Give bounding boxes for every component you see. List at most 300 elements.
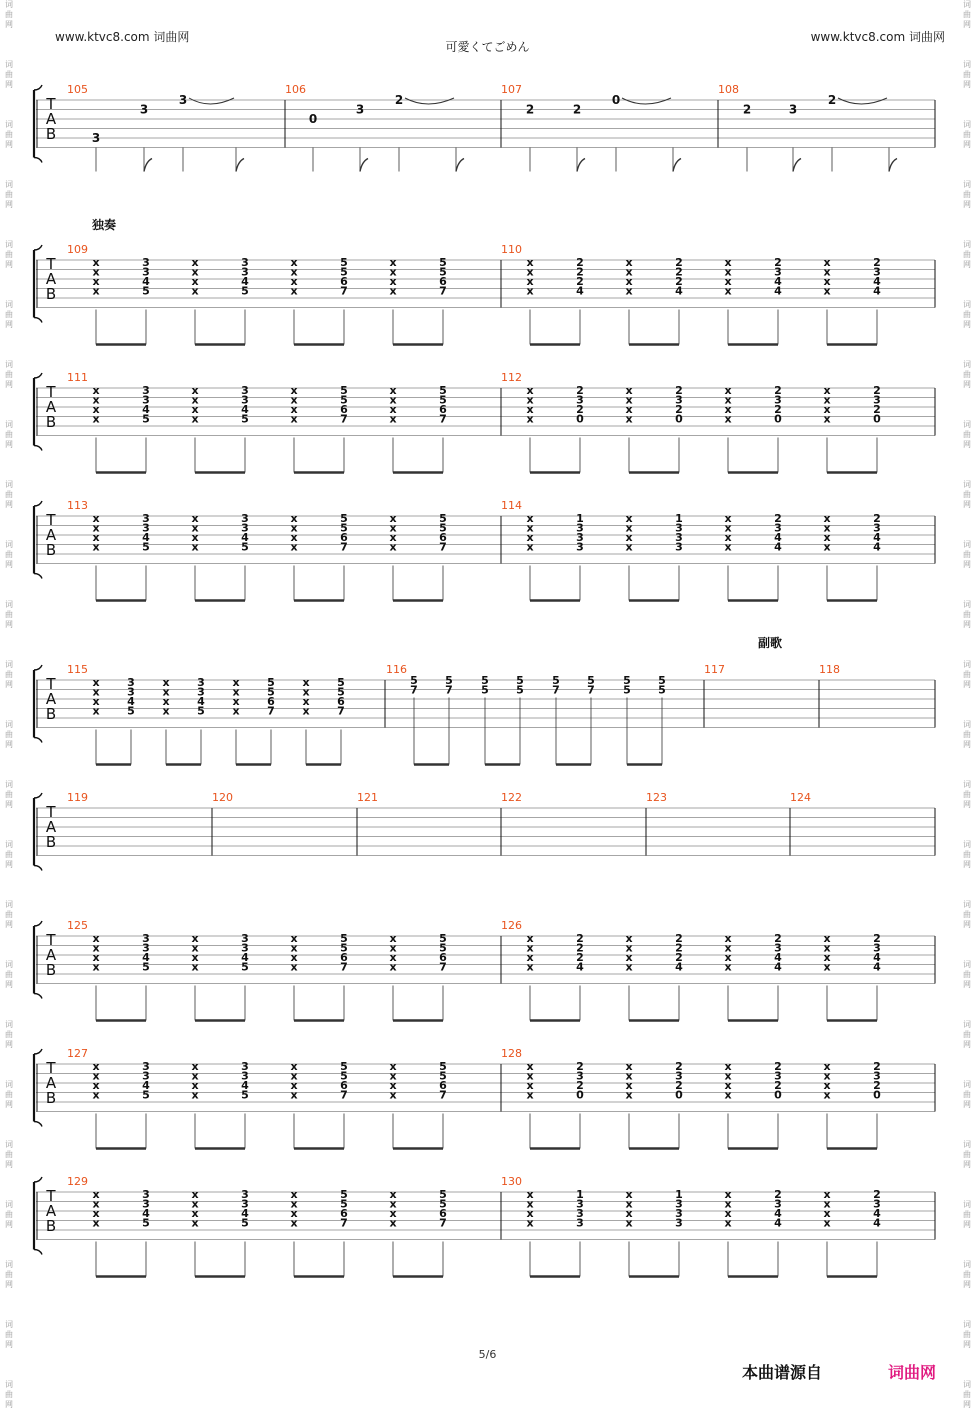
fret-number: 3 — [241, 256, 249, 269]
fret-number: 2 — [873, 1079, 881, 1092]
muted-note: x — [191, 512, 199, 525]
muted-note: x — [389, 1216, 397, 1230]
fret-number: 5 — [127, 704, 135, 718]
header-site-left: www.ktvc8.com 词曲网 — [55, 30, 190, 44]
tab-clef-letter: T — [46, 675, 56, 693]
muted-note: x — [724, 393, 732, 407]
muted-note: x — [92, 275, 100, 288]
muted-note: x — [92, 412, 100, 426]
fret-number: 2 — [525, 102, 535, 117]
muted-note: x — [724, 1069, 732, 1083]
fret-number: 3 — [675, 1207, 683, 1220]
muted-note: x — [92, 960, 100, 974]
side-watermark: 词 曲 网 — [5, 120, 13, 149]
fret-number: 2 — [675, 941, 683, 955]
fret-number: 4 — [873, 960, 881, 974]
fret-number: 3 — [142, 256, 150, 269]
fret-number: 4 — [774, 960, 782, 974]
muted-note: x — [625, 265, 633, 279]
fret-number: 5 — [481, 683, 489, 697]
muted-note: x — [92, 284, 100, 298]
side-watermark: 词 曲 网 — [963, 1020, 971, 1049]
side-watermark: 词 曲 网 — [5, 720, 13, 749]
fret-number: 3 — [142, 1060, 150, 1073]
measure-number: 119 — [67, 791, 88, 804]
footer-logo: 词曲网 — [888, 1363, 937, 1382]
side-watermark: 词 曲 网 — [963, 480, 971, 509]
muted-note: x — [92, 1216, 100, 1230]
muted-note: x — [92, 512, 100, 525]
muted-note: x — [526, 1088, 534, 1102]
fret-number: 4 — [873, 540, 881, 554]
muted-note: x — [302, 704, 310, 718]
fret-number: 5 — [481, 674, 489, 687]
fret-number: 5 — [439, 393, 447, 407]
muted-note: x — [823, 1207, 831, 1220]
fret-number: 7 — [552, 683, 560, 697]
measure-number: 117 — [704, 663, 725, 676]
fret-number: 2 — [873, 403, 881, 416]
tie-arc — [189, 98, 234, 104]
fret-number: 3 — [197, 685, 205, 699]
system-bracket-curl — [34, 1177, 42, 1255]
measure-number: 107 — [501, 83, 522, 96]
muted-note: x — [625, 1079, 633, 1092]
muted-note: x — [724, 256, 732, 269]
side-watermark: 词 曲 网 — [963, 1200, 971, 1229]
fret-number: 7 — [340, 1216, 348, 1230]
side-watermark: 词 曲 网 — [963, 960, 971, 989]
fret-number: 5 — [410, 674, 418, 687]
fret-number: 3 — [873, 1197, 881, 1211]
measure-number: 120 — [212, 791, 233, 804]
fret-number: 6 — [439, 403, 447, 416]
muted-note: x — [625, 1216, 633, 1230]
fret-number: 3 — [142, 932, 150, 945]
muted-note: x — [625, 521, 633, 535]
fret-number: 5 — [142, 284, 150, 298]
fret-number: 1 — [576, 1188, 584, 1201]
measure-number: 108 — [718, 83, 739, 96]
muted-note: x — [191, 275, 199, 288]
fret-number: 2 — [394, 93, 404, 107]
fret-number: 2 — [675, 1060, 683, 1073]
fret-number: 5 — [439, 1060, 447, 1073]
muted-note: x — [191, 951, 199, 964]
fret-number: 2 — [576, 275, 584, 288]
side-watermark: 词 曲 网 — [5, 300, 13, 329]
muted-note: x — [823, 1088, 831, 1102]
muted-note: x — [389, 932, 397, 945]
fret-number: 5 — [340, 1197, 348, 1211]
fret-number: 4 — [241, 403, 249, 416]
muted-note: x — [290, 1069, 298, 1083]
fret-number: 4 — [774, 284, 782, 298]
side-watermark: 词 曲 网 — [5, 960, 13, 989]
side-watermark: 词 曲 网 — [5, 900, 13, 929]
muted-note: x — [92, 685, 100, 699]
tab-staff — [34, 921, 935, 999]
fret-number: 3 — [142, 393, 150, 407]
muted-note: x — [526, 932, 534, 945]
measure-number: 113 — [67, 499, 88, 512]
side-watermark: 词 曲 网 — [5, 840, 13, 869]
fret-number: 6 — [439, 531, 447, 544]
muted-note: x — [625, 275, 633, 288]
measure-number: 123 — [646, 791, 667, 804]
fret-number: 3 — [241, 265, 249, 279]
fret-number: 4 — [774, 951, 782, 964]
fret-number: 2 — [576, 265, 584, 279]
muted-note: x — [823, 384, 831, 397]
side-watermark: 词 曲 网 — [5, 480, 13, 509]
fret-number: 5 — [439, 521, 447, 535]
fret-number: 5 — [241, 540, 249, 554]
muted-note: x — [191, 932, 199, 945]
muted-note: x — [162, 676, 170, 689]
tab-staff — [34, 1049, 935, 1127]
fret-number: 5 — [439, 1197, 447, 1211]
tab-clef-letter: T — [46, 1187, 56, 1205]
muted-note: x — [389, 951, 397, 964]
fret-number: 5 — [142, 412, 150, 426]
fret-number: 2 — [675, 384, 683, 397]
tab-clef-letter: T — [46, 803, 56, 821]
muted-note: x — [625, 284, 633, 298]
muted-note: x — [290, 1216, 298, 1230]
tab-staff — [34, 793, 935, 871]
fret-number: 4 — [142, 531, 150, 544]
fret-number: 2 — [873, 256, 881, 269]
muted-note: x — [290, 512, 298, 525]
muted-note: x — [526, 941, 534, 955]
muted-note: x — [290, 1207, 298, 1220]
muted-note: x — [290, 1088, 298, 1102]
fret-number: 2 — [675, 275, 683, 288]
muted-note: x — [625, 412, 633, 426]
tab-clef-letter: A — [45, 398, 57, 416]
fret-number: 5 — [340, 1060, 348, 1073]
muted-note: x — [625, 531, 633, 544]
fret-number: 3 — [91, 131, 101, 145]
fret-number: 5 — [142, 540, 150, 554]
fret-number: 5 — [241, 960, 249, 974]
fret-number: 3 — [774, 265, 782, 279]
muted-note: x — [823, 941, 831, 955]
tab-clef-letter: B — [45, 833, 57, 851]
muted-note: x — [823, 1069, 831, 1083]
header-site-right: www.ktvc8.com 词曲网 — [810, 30, 945, 44]
system-bracket-curl — [34, 85, 42, 163]
muted-note: x — [526, 1069, 534, 1083]
fret-number: 2 — [873, 384, 881, 397]
fret-number: 2 — [774, 403, 782, 416]
muted-note: x — [823, 393, 831, 407]
fret-number: 5 — [340, 521, 348, 535]
muted-note: x — [92, 531, 100, 544]
measure-number: 112 — [501, 371, 522, 384]
muted-note: x — [823, 540, 831, 554]
muted-note: x — [625, 1060, 633, 1073]
fret-number: 5 — [340, 512, 348, 525]
fret-number: 5 — [658, 674, 666, 687]
fret-number: 3 — [142, 521, 150, 535]
side-watermark: 词 曲 网 — [963, 600, 971, 629]
muted-note: x — [191, 284, 199, 298]
fret-number: 5 — [337, 676, 345, 689]
side-watermark: 词 曲 网 — [5, 0, 13, 29]
side-watermark: 词 曲 网 — [5, 1260, 13, 1289]
fret-number: 3 — [241, 1197, 249, 1211]
muted-note: x — [724, 1060, 732, 1073]
muted-note: x — [625, 403, 633, 416]
fret-number: 6 — [340, 531, 348, 544]
fret-number: 3 — [576, 1207, 584, 1220]
muted-note: x — [92, 941, 100, 955]
muted-note: x — [724, 265, 732, 279]
fret-number: 7 — [439, 960, 447, 974]
muted-note: x — [92, 403, 100, 416]
tab-clef-letter: T — [46, 1059, 56, 1077]
muted-note: x — [823, 1060, 831, 1073]
fret-number: 2 — [576, 1079, 584, 1092]
fret-number: 2 — [576, 951, 584, 964]
muted-note: x — [232, 685, 240, 699]
muted-note: x — [191, 531, 199, 544]
fret-number: 3 — [241, 521, 249, 535]
tab-clef-letter: T — [46, 255, 56, 273]
fret-number: 2 — [576, 1060, 584, 1073]
muted-note: x — [290, 1197, 298, 1211]
muted-note: x — [191, 256, 199, 269]
muted-note: x — [823, 265, 831, 279]
measure-number: 115 — [67, 663, 88, 676]
muted-note: x — [92, 265, 100, 279]
muted-note: x — [526, 521, 534, 535]
fret-number: 7 — [587, 683, 595, 697]
fret-number: 5 — [439, 932, 447, 945]
muted-note: x — [92, 1197, 100, 1211]
system-bracket-curl — [34, 373, 42, 451]
muted-note: x — [290, 951, 298, 964]
muted-note: x — [92, 384, 100, 397]
fret-number: 5 — [439, 265, 447, 279]
muted-note: x — [724, 531, 732, 544]
note-flag — [577, 159, 585, 172]
tab-clef-letter: A — [45, 1202, 57, 1220]
fret-number: 3 — [576, 540, 584, 554]
fret-number: 2 — [774, 932, 782, 945]
fret-number: 5 — [267, 676, 275, 689]
fret-number: 6 — [340, 951, 348, 964]
tab-clef-letter: T — [46, 383, 56, 401]
fret-number: 5 — [439, 256, 447, 269]
muted-note: x — [526, 1060, 534, 1073]
muted-note: x — [389, 1088, 397, 1102]
measure-number: 128 — [501, 1047, 522, 1060]
muted-note: x — [526, 384, 534, 397]
muted-note: x — [232, 676, 240, 689]
system-bracket-curl — [34, 501, 42, 579]
tab-clef-letter: B — [45, 705, 57, 723]
fret-number: 2 — [576, 932, 584, 945]
fret-number: 5 — [439, 512, 447, 525]
fret-number: 5 — [337, 685, 345, 699]
side-watermark: 词 曲 网 — [963, 60, 971, 89]
fret-number: 0 — [675, 412, 683, 426]
fret-number: 0 — [576, 412, 584, 426]
muted-note: x — [625, 1088, 633, 1102]
section-label-solo: 独奏 — [92, 218, 117, 232]
fret-number: 3 — [774, 393, 782, 407]
muted-note: x — [191, 1079, 199, 1092]
fret-number: 3 — [873, 941, 881, 955]
side-watermark: 词 曲 网 — [963, 240, 971, 269]
muted-note: x — [389, 275, 397, 288]
muted-note: x — [823, 932, 831, 945]
fret-number: 5 — [340, 941, 348, 955]
fret-number: 2 — [675, 951, 683, 964]
muted-note: x — [823, 1216, 831, 1230]
muted-note: x — [191, 540, 199, 554]
fret-number: 3 — [355, 102, 365, 117]
fret-number: 2 — [774, 1079, 782, 1092]
fret-number: 3 — [241, 384, 249, 397]
fret-number: 3 — [139, 102, 149, 117]
muted-note: x — [290, 275, 298, 288]
page-number: 5/6 — [478, 1348, 497, 1361]
tie-arc — [622, 98, 671, 104]
tie-arc — [405, 98, 454, 104]
muted-note: x — [191, 1088, 199, 1102]
fret-number: 5 — [439, 384, 447, 397]
measure-number: 111 — [67, 371, 88, 384]
muted-note: x — [823, 403, 831, 416]
side-watermark: 词 曲 网 — [5, 780, 13, 809]
muted-note: x — [389, 1060, 397, 1073]
fret-number: 5 — [516, 674, 524, 687]
muted-note: x — [526, 284, 534, 298]
fret-number: 3 — [142, 512, 150, 525]
side-watermark: 词 曲 网 — [5, 1080, 13, 1109]
muted-note: x — [625, 951, 633, 964]
muted-note: x — [389, 960, 397, 974]
fret-number: 5 — [340, 932, 348, 945]
muted-note: x — [92, 256, 100, 269]
fret-number: 3 — [576, 1197, 584, 1211]
fret-number: 4 — [873, 531, 881, 544]
fret-number: 5 — [241, 1216, 249, 1230]
muted-note: x — [290, 521, 298, 535]
side-watermark: 词 曲 网 — [5, 420, 13, 449]
side-watermark: 词 曲 网 — [963, 900, 971, 929]
muted-note: x — [290, 1079, 298, 1092]
muted-note: x — [92, 1088, 100, 1102]
fret-number: 3 — [197, 676, 205, 689]
muted-note: x — [389, 512, 397, 525]
tab-clef-letter: B — [45, 541, 57, 559]
fret-number: 3 — [675, 531, 683, 544]
fret-number: 3 — [873, 1069, 881, 1083]
fret-number: 0 — [611, 93, 621, 107]
muted-note: x — [389, 531, 397, 544]
muted-note: x — [625, 1197, 633, 1211]
song-title: 可愛くてごめん — [445, 40, 530, 54]
fret-number: 5 — [445, 674, 453, 687]
fret-number: 4 — [241, 951, 249, 964]
muted-note: x — [290, 540, 298, 554]
note-flag — [793, 159, 801, 172]
fret-number: 2 — [576, 256, 584, 269]
muted-note: x — [389, 265, 397, 279]
muted-note: x — [389, 1197, 397, 1211]
fret-number: 2 — [675, 256, 683, 269]
side-watermark: 词 曲 网 — [5, 60, 13, 89]
tab-clef-letter: B — [45, 125, 57, 143]
fret-number: 6 — [340, 275, 348, 288]
side-watermark: 词 曲 网 — [963, 660, 971, 689]
muted-note: x — [526, 412, 534, 426]
fret-number: 0 — [675, 1088, 683, 1102]
muted-note: x — [92, 1069, 100, 1083]
fret-number: 4 — [241, 531, 249, 544]
muted-note: x — [526, 531, 534, 544]
muted-note: x — [724, 521, 732, 535]
muted-note: x — [389, 540, 397, 554]
measure-number: 109 — [67, 243, 88, 256]
side-watermark: 词 曲 网 — [5, 360, 13, 389]
muted-note: x — [625, 1188, 633, 1201]
fret-number: 3 — [241, 941, 249, 955]
tab-clef-letter: A — [45, 690, 57, 708]
fret-number: 2 — [873, 932, 881, 945]
fret-number: 3 — [774, 1197, 782, 1211]
system-bracket-curl — [34, 793, 42, 871]
muted-note: x — [92, 676, 100, 689]
fret-number: 3 — [127, 676, 135, 689]
side-watermark: 词 曲 网 — [963, 360, 971, 389]
fret-number: 6 — [439, 951, 447, 964]
tab-clef-letter: A — [45, 110, 57, 128]
fret-number: 5 — [623, 674, 631, 687]
fret-number: 3 — [241, 932, 249, 945]
side-watermark: 词 曲 网 — [963, 0, 971, 29]
fret-number: 3 — [241, 1069, 249, 1083]
fret-number: 4 — [675, 960, 683, 974]
fret-number: 6 — [340, 1207, 348, 1220]
side-watermark: 词 曲 网 — [5, 1380, 13, 1409]
fret-number: 5 — [439, 1188, 447, 1201]
fret-number: 5 — [142, 960, 150, 974]
muted-note: x — [191, 960, 199, 974]
fret-number: 3 — [774, 521, 782, 535]
muted-note: x — [92, 1060, 100, 1073]
fret-number: 3 — [788, 102, 798, 117]
measure-number: 118 — [819, 663, 840, 676]
fret-number: 4 — [197, 695, 205, 708]
note-flag — [673, 159, 681, 172]
muted-note: x — [724, 1188, 732, 1201]
fret-number: 6 — [267, 695, 275, 708]
fret-number: 3 — [576, 1069, 584, 1083]
section-label-chorus: 副歌 — [758, 636, 783, 650]
fret-number: 5 — [658, 683, 666, 697]
muted-note: x — [92, 704, 100, 718]
muted-note: x — [823, 1188, 831, 1201]
muted-note: x — [290, 1188, 298, 1201]
muted-note: x — [92, 540, 100, 554]
muted-note: x — [92, 932, 100, 945]
